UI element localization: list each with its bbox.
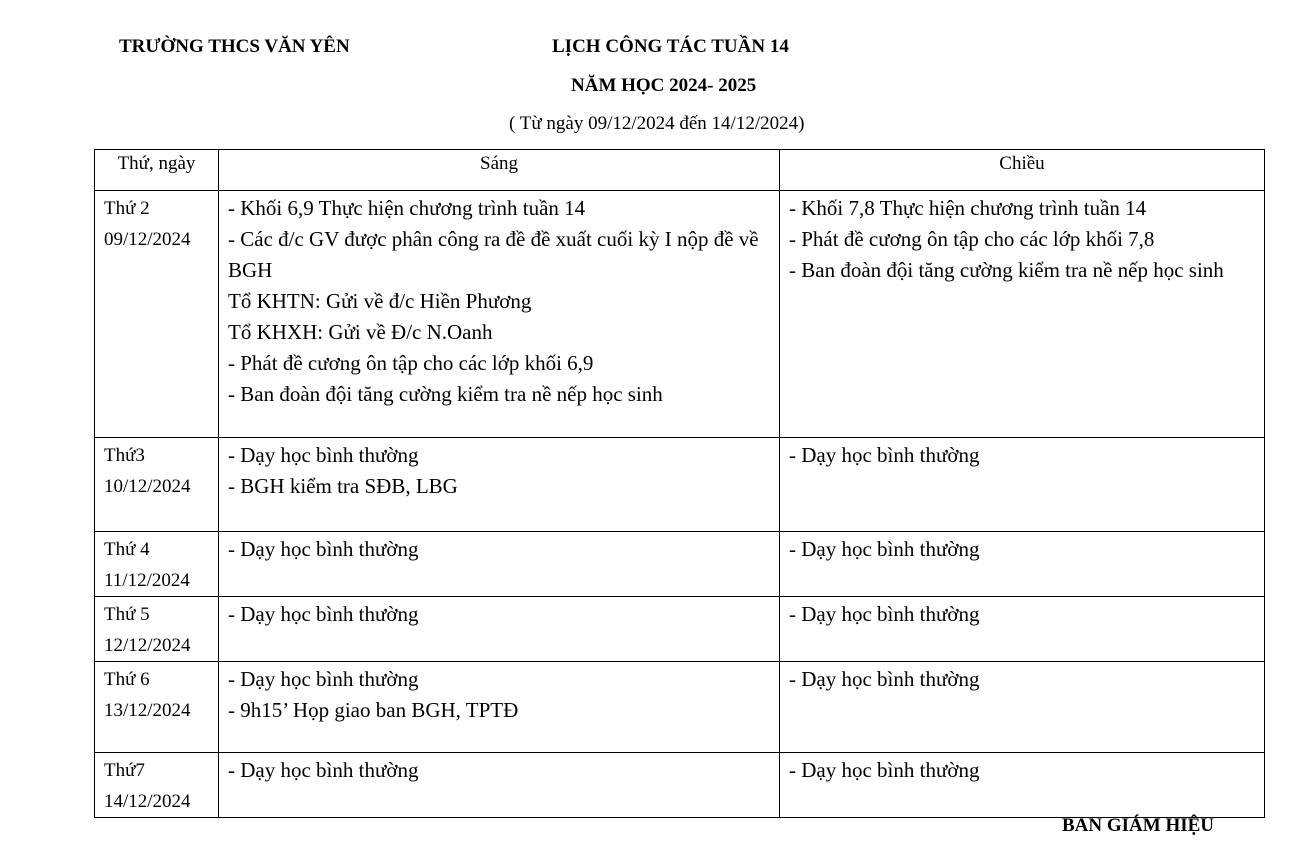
afternoon-activity: - Khối 7,8 Thực hiện chương trình tuần 14 xyxy=(789,196,1147,220)
morning-activity: - Dạy học bình thường xyxy=(228,602,419,626)
school-year: NĂM HỌC 2024- 2025 xyxy=(571,75,757,96)
day-cell xyxy=(95,438,219,532)
column-header-day: Thứ, ngày xyxy=(95,150,219,191)
morning-activity: Tổ KHTN: Gửi về đ/c Hiền Phương xyxy=(228,289,532,313)
day-cell xyxy=(95,532,219,597)
schedule-title: LỊCH CÔNG TÁC TUẦN 14 xyxy=(552,36,789,57)
day-label: Thứ 4 xyxy=(104,539,150,560)
afternoon-cell xyxy=(780,753,1265,818)
column-header-afternoon: Chiều xyxy=(780,150,1265,191)
date-label: 14/12/2024 xyxy=(104,791,191,812)
table-row xyxy=(95,438,1265,532)
morning-activity: - Ban đoàn đội tăng cường kiểm tra nề nếp học sinh xyxy=(228,382,663,406)
afternoon-activity: - Phát đề cương ôn tập cho các lớp khối 7,8 xyxy=(789,227,1155,251)
morning-activity: - Dạy học bình thường xyxy=(228,758,419,782)
day-label: Thứ3 xyxy=(104,445,145,466)
day-label: Thứ 6 xyxy=(104,669,150,690)
morning-activity: - Phát đề cương ôn tập cho các lớp khối 6,9 xyxy=(228,351,594,375)
morning-activity: - Dạy học bình thường xyxy=(228,537,419,561)
date-range: ( Từ ngày 09/12/2024 đến 14/12/2024) xyxy=(509,113,805,134)
signoff: BAN GIÁM HIỆU xyxy=(1062,815,1215,836)
morning-activity: - Dạy học bình thường xyxy=(228,667,419,691)
day-cell xyxy=(95,662,219,753)
table-header-row xyxy=(95,150,1265,191)
day-cell xyxy=(95,753,219,818)
morning-cell xyxy=(219,532,780,597)
morning-cell xyxy=(219,191,780,438)
table-row xyxy=(95,753,1265,818)
afternoon-cell xyxy=(780,532,1265,597)
date-label: 09/12/2024 xyxy=(104,229,191,250)
date-label: 13/12/2024 xyxy=(104,700,191,721)
table-row xyxy=(95,662,1265,753)
table-row xyxy=(95,191,1265,438)
table-row xyxy=(95,597,1265,662)
afternoon-activity: - Ban đoàn đội tăng cường kiểm tra nề nếp học sinh xyxy=(789,258,1224,282)
morning-activity: - Các đ/c GV được phân công ra đề đề xuất cuối kỳ I nộp đề về BGH xyxy=(228,227,759,282)
date-label: 11/12/2024 xyxy=(104,570,190,591)
morning-activity: Tổ KHXH: Gửi về Đ/c N.Oanh xyxy=(228,320,493,344)
afternoon-activity: - Dạy học bình thường xyxy=(789,602,980,626)
day-label: Thứ 2 xyxy=(104,198,150,219)
table-row xyxy=(95,532,1265,597)
morning-activity: - BGH kiểm tra SĐB, LBG xyxy=(228,474,458,498)
day-label: Thứ 5 xyxy=(104,604,150,625)
morning-activity: - Dạy học bình thường xyxy=(228,443,419,467)
morning-cell xyxy=(219,753,780,818)
schedule-table xyxy=(94,149,1265,818)
afternoon-activity: - Dạy học bình thường xyxy=(789,667,980,691)
morning-cell xyxy=(219,597,780,662)
day-cell xyxy=(95,191,219,438)
afternoon-activity: - Dạy học bình thường xyxy=(789,758,980,782)
day-label: Thứ7 xyxy=(104,760,145,781)
afternoon-activity: - Dạy học bình thường xyxy=(789,443,980,467)
morning-cell xyxy=(219,438,780,532)
column-header-morning: Sáng xyxy=(219,150,780,191)
afternoon-cell xyxy=(780,438,1265,532)
morning-activity: - Khối 6,9 Thực hiện chương trình tuần 14 xyxy=(228,196,586,220)
afternoon-cell xyxy=(780,191,1265,438)
afternoon-cell xyxy=(780,662,1265,753)
morning-cell xyxy=(219,662,780,753)
afternoon-activity: - Dạy học bình thường xyxy=(789,537,980,561)
date-label: 10/12/2024 xyxy=(104,476,191,497)
day-cell xyxy=(95,597,219,662)
afternoon-cell xyxy=(780,597,1265,662)
school-name: TRƯỜNG THCS VĂN YÊN xyxy=(119,36,350,57)
morning-activity: - 9h15’ Họp giao ban BGH, TPTĐ xyxy=(228,698,519,722)
date-label: 12/12/2024 xyxy=(104,635,191,656)
